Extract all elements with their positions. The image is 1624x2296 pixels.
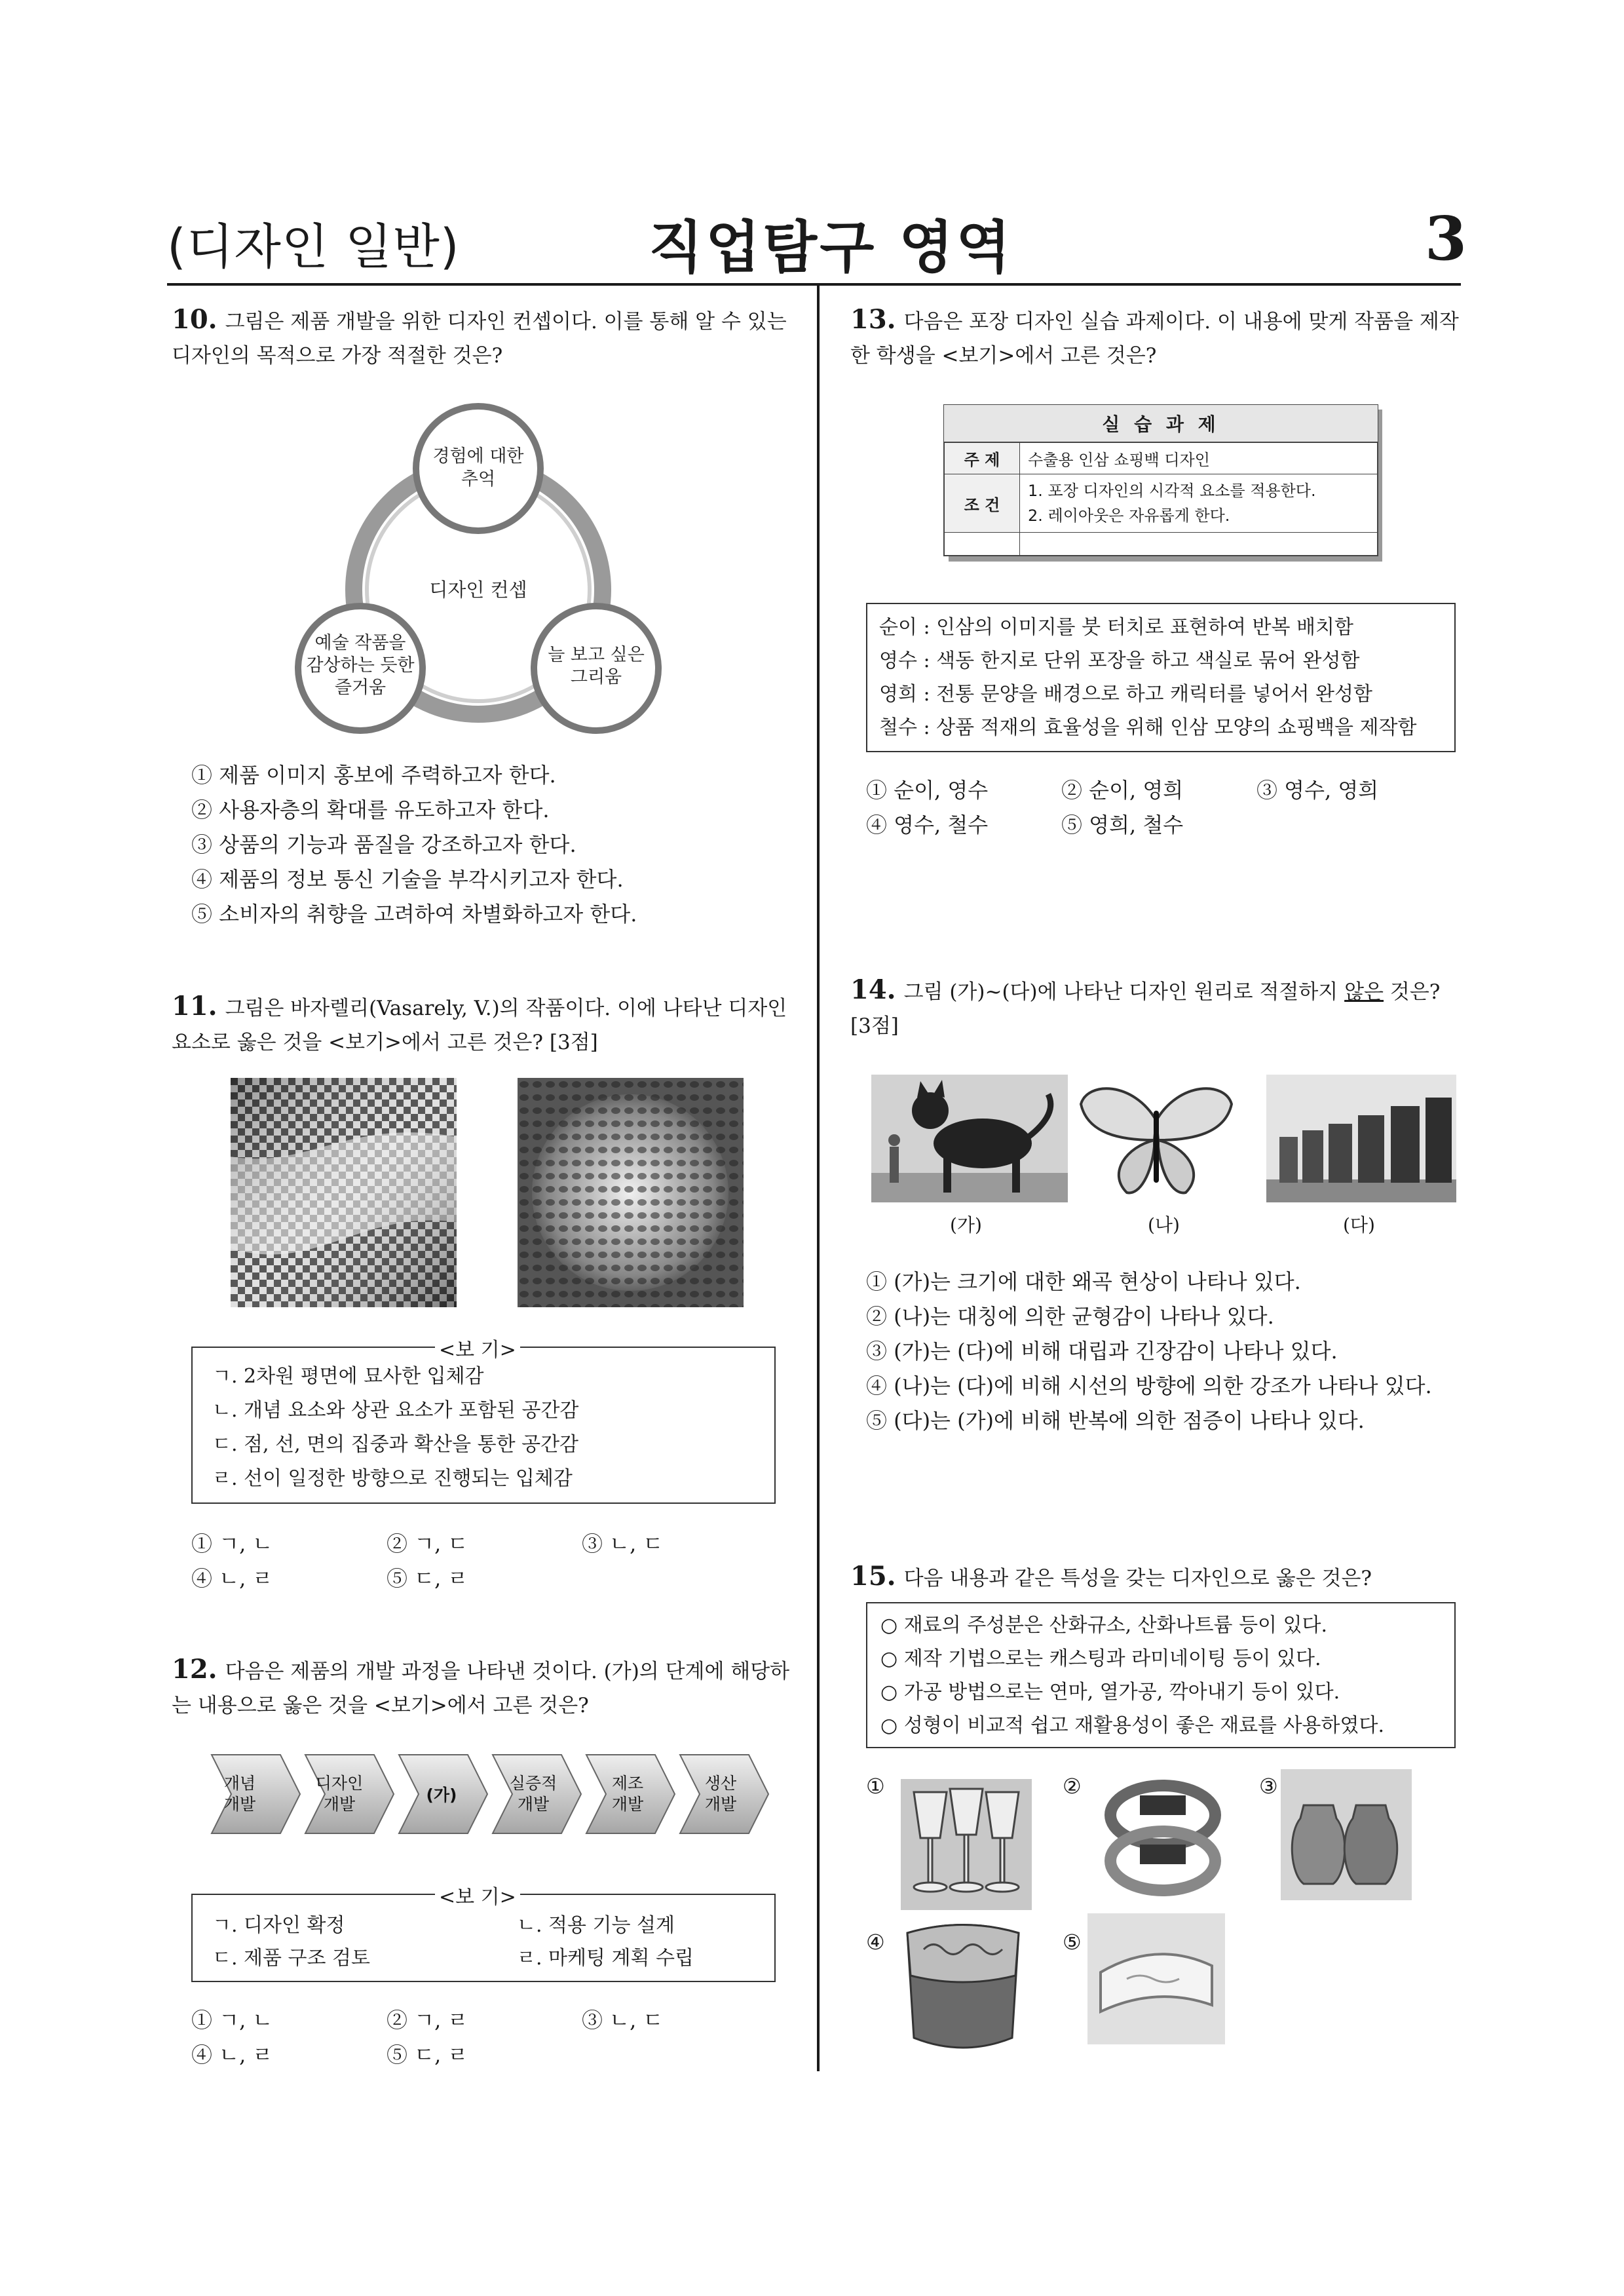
design-concept-diagram [275, 400, 681, 747]
q10-choice-4[interactable]: ④ 제품의 정보 통신 기술을 부각시키고자 한다. [191, 867, 624, 892]
q14-number: 14. [850, 974, 896, 1005]
step-1-shape [212, 1755, 300, 1833]
q11-bogi-box [191, 1339, 776, 1504]
q12-choice-2[interactable]: ② ㄱ, ㄹ [387, 2008, 468, 2033]
q10-choice-1[interactable]: ① 제품 이미지 홍보에 주력하고자 한다. [191, 763, 556, 788]
q10-number: 10. [172, 304, 217, 335]
option-4-embroidered-pouch[interactable] [894, 1913, 1032, 2061]
q15-option-2-label[interactable]: ② [1063, 1774, 1082, 1799]
q11-bogi-item-3: ㄷ. 점, 선, 면의 집중과 확산을 통한 공간감 [212, 1433, 579, 1456]
student-youngsoo: 영수 : 색동 한지로 단위 포장을 하고 색실로 묶어 완성함 [879, 649, 1360, 672]
q14-choice-1[interactable]: ① (가)는 크기에 대한 왜곡 현상이 나타나 있다. [866, 1269, 1301, 1294]
q11-bogi-title: <보 기> [435, 1333, 520, 1362]
image-na-butterfly [1074, 1075, 1238, 1202]
step-1-label: 개념 [223, 1774, 256, 1793]
task-subject-label: 주 제 [945, 443, 1020, 474]
column-divider [817, 286, 820, 2071]
q11-choice-2[interactable]: ② ㄱ, ㄷ [387, 1531, 468, 1556]
step-2-label: 디자인 [315, 1774, 364, 1793]
q12-number: 12. [172, 1654, 217, 1685]
q10-choice-3[interactable]: ③ 상품의 기능과 품질을 강조하고자 한다. [191, 832, 576, 857]
student-sooni: 순이 : 인삼의 이미지를 붓 터치로 표현하여 반복 배치함 [879, 616, 1353, 639]
svg-text:개발: 개발 [517, 1795, 550, 1814]
q12-choices [191, 2003, 781, 2073]
vasarely-artwork-right [518, 1078, 744, 1307]
svg-text:즐거움: 즐거움 [334, 678, 387, 698]
step-4-shape [493, 1755, 581, 1833]
q14-choices [866, 1265, 1462, 1438]
q11-number: 11. [172, 991, 217, 1022]
q12-bogi-item-2: ㄴ. 적용 기능 설계 [517, 1914, 675, 1937]
page-number: 3 [1425, 203, 1467, 274]
q14-choice-5[interactable]: ⑤ (다)는 (가)에 비해 반복에 의한 점증이 나타나 있다. [866, 1408, 1365, 1433]
q10-choice-5[interactable]: ⑤ 소비자의 취향을 고려하여 차별화하고자 한다. [191, 902, 637, 927]
q11-choice-3[interactable]: ③ ㄴ, ㄷ [582, 1531, 664, 1556]
image-ga-giant-cat [871, 1075, 1068, 1202]
q12-stem [172, 1653, 794, 1723]
q12-choice-4[interactable]: ④ ㄴ, ㄹ [191, 2042, 273, 2067]
svg-text:경험에 대한: 경험에 대한 [432, 446, 524, 467]
q13-stem [850, 303, 1460, 373]
q12-choice-1[interactable]: ① ㄱ, ㄴ [191, 2008, 273, 2033]
svg-text:개발: 개발 [704, 1795, 737, 1814]
q15-number: 15. [850, 1561, 896, 1592]
q11-choice-4[interactable]: ④ ㄴ, ㄹ [191, 1566, 273, 1591]
concept-node-top [416, 406, 540, 531]
header-rule [167, 283, 1461, 286]
option-1-glass-goblets[interactable] [901, 1779, 1032, 1910]
q15-fact-2: ○ 제작 기법으로는 캐스팅과 라미네이팅 등이 있다. [880, 1647, 1321, 1670]
q14-choice-3[interactable]: ③ (가)는 (다)에 비해 대립과 긴장감이 나타나 있다. [866, 1339, 1338, 1364]
student-work-box [866, 603, 1456, 752]
step-6-label: 생산 [704, 1774, 737, 1793]
task-title: 실 습 과 제 [944, 405, 1378, 442]
step-4-label: 실증적 [509, 1774, 557, 1793]
svg-text:개발: 개발 [611, 1795, 644, 1814]
svg-text:늘 보고 싶은: 늘 보고 싶은 [548, 645, 645, 665]
q11-bogi-item-1: ㄱ. 2차원 평면에 묘사한 입체감 [212, 1365, 484, 1388]
q13-choice-1[interactable]: ① 순이, 영수 [866, 778, 989, 803]
step-6-shape [680, 1755, 768, 1833]
vasarely-artwork-left [231, 1078, 457, 1307]
q12-choice-5[interactable]: ⑤ ㄷ, ㄹ [387, 2042, 468, 2067]
q14-choice-2[interactable]: ② (나)는 대칭에 의한 균형감이 나타나 있다. [866, 1304, 1274, 1329]
svg-text:그리움: 그리움 [570, 667, 622, 687]
q15-option-4-label[interactable]: ④ [866, 1930, 885, 1955]
q12-choice-3[interactable]: ③ ㄴ, ㄷ [582, 2008, 664, 2033]
q13-choices [866, 773, 1456, 843]
q11-choice-1[interactable]: ① ㄱ, ㄴ [191, 1531, 273, 1556]
q12-bogi-item-3: ㄷ. 제품 구조 검토 [212, 1947, 371, 1970]
svg-text:감상하는 듯한: 감상하는 듯한 [306, 655, 415, 676]
step-2-shape [305, 1755, 394, 1833]
q12-text: 다음은 제품의 개발 과정을 나타낸 것이다. (가)의 단계에 해당하는 내용으로 옳은 것을 <보기>에서 고른 것은? [172, 1660, 790, 1717]
q12-bogi-title: <보 기> [435, 1881, 520, 1909]
image-da-moai-statues [1266, 1075, 1456, 1202]
q11-choices [191, 1527, 781, 1596]
q15-fact-3: ○ 가공 방법으로는 연마, 열가공, 깍아내기 등이 있다. [880, 1681, 1340, 1704]
task-condition-2: 2. 레이아웃은 자유롭게 한다. [1028, 507, 1230, 525]
q10-choice-2[interactable]: ② 사용자층의 확대를 유도하고자 한다. [191, 797, 550, 822]
q11-text: 그림은 바자렐리(Vasarely, V.)의 작품이다. 이에 나타난 디자인 요소로 옳은 것을 <보기>에서 고른 것은? [3점] [172, 997, 787, 1054]
svg-text:개발: 개발 [223, 1795, 256, 1814]
q14-choice-4[interactable]: ④ (나)는 (다)에 비해 시선의 방향에 의한 강조가 나타나 있다. [866, 1373, 1432, 1398]
q11-bogi-item-2: ㄴ. 개념 요소와 상관 요소가 포함된 공간감 [212, 1399, 579, 1422]
q11-bogi-item-4: ㄹ. 선이 일정한 방향으로 진행되는 입체감 [212, 1467, 573, 1490]
subject-label: (디자인 일반) [167, 219, 460, 275]
q15-facts-box [866, 1602, 1456, 1748]
concept-center-label: 디자인 컨셉 [429, 579, 527, 601]
q15-fact-1: ○ 재료의 주성분은 산화규소, 산화나트륨 등이 있다. [880, 1614, 1328, 1637]
development-process-flow [208, 1748, 772, 1846]
q15-fact-4: ○ 성형이 비교적 쉽고 재활용성이 좋은 재료를 사용하였다. [880, 1714, 1385, 1737]
q13-choice-4[interactable]: ④ 영수, 철수 [866, 813, 989, 837]
q10-text: 그림은 제품 개발을 위한 디자인 컨셉이다. 이를 통해 알 수 있는 디자인의 목적으로 가장 적절한 것은? [172, 310, 787, 368]
q12-bogi-box [191, 1886, 776, 1982]
q10-stem [172, 303, 794, 373]
student-cheolsoo: 철수 : 상품 적재의 효율성을 위해 인삼 모양의 쇼핑백을 제작함 [879, 716, 1417, 739]
q15-stem [850, 1559, 1460, 1596]
task-condition-label: 조 건 [945, 474, 1020, 533]
practice-task-card [943, 404, 1382, 562]
option-2-metal-bangles[interactable] [1091, 1769, 1235, 1907]
q15-option-5-label[interactable]: ⑤ [1063, 1930, 1082, 1955]
q14-stem [850, 973, 1460, 1043]
q15-text: 다음 내용과 같은 특성을 갖는 디자인으로 옳은 것은? [903, 1567, 1372, 1590]
step-3-label: (가) [426, 1786, 457, 1805]
q15-option-1-label[interactable]: ① [866, 1774, 885, 1799]
q13-choice-5[interactable]: ⑤ 영희, 철수 [1061, 813, 1184, 837]
step-5-shape [586, 1755, 675, 1833]
step-5-label: 제조 [611, 1774, 644, 1793]
option-5-bent-bracelet[interactable] [1087, 1913, 1225, 2044]
task-subject: 수출용 인삼 쇼핑백 디자인 [1020, 443, 1378, 474]
caption-da: (다) [1343, 1214, 1375, 1236]
svg-text:개발: 개발 [323, 1795, 356, 1814]
caption-ga: (가) [950, 1214, 982, 1236]
q12-bogi-item-4: ㄹ. 마케팅 계획 수립 [517, 1947, 694, 1970]
q13-text: 다음은 포장 디자인 실습 과제이다. 이 내용에 맞게 작품을 제작한 학생을 <보기>에서 고른 것은? [850, 310, 1459, 368]
q13-number: 13. [850, 304, 896, 335]
task-condition-1: 1. 포장 디자인의 시각적 요소를 적용한다. [1028, 482, 1316, 500]
student-younghee: 영희 : 전통 문양을 배경으로 하고 캐릭터를 넣어서 완성함 [879, 683, 1372, 706]
q15-option-3-label[interactable]: ③ [1259, 1774, 1278, 1799]
q14-text-b: 것은? [3점] [850, 980, 1441, 1038]
q10-choices [191, 758, 794, 932]
q11-stem [172, 989, 794, 1060]
q12-bogi-item-1: ㄱ. 디자인 확정 [212, 1914, 345, 1937]
q11-choice-5[interactable]: ⑤ ㄷ, ㄹ [387, 1566, 468, 1591]
svg-text:예술 작품을: 예술 작품을 [314, 633, 406, 653]
q14-text-a: 그림 (가)~(다)에 나타난 디자인 원리로 적절하지 [903, 980, 1345, 1004]
option-3-ceramic-vases[interactable] [1281, 1769, 1412, 1900]
q13-choice-3[interactable]: ③ 영수, 영희 [1256, 778, 1379, 803]
caption-na: (나) [1148, 1214, 1180, 1236]
q14-text-emphasis: 않은 [1344, 980, 1384, 1004]
svg-text:추억: 추억 [461, 469, 496, 489]
page-title: 직업탐구 영역 [649, 215, 1013, 280]
q13-choice-2[interactable]: ② 순이, 영희 [1061, 778, 1184, 803]
